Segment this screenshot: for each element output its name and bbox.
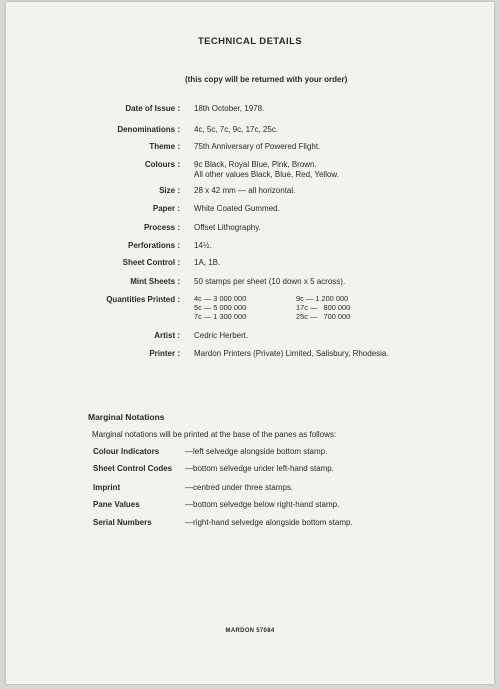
label-theme: Theme : — [149, 142, 180, 151]
label-size: Size : — [159, 186, 180, 195]
marginal-label-imprint: Imprint — [93, 483, 121, 492]
label-paper: Paper : — [152, 204, 180, 213]
label-sheet-control: Sheet Control : — [122, 258, 180, 267]
quantity-25c: 25c — 700 000 — [296, 312, 351, 321]
value-printer: Mardon Printers (Private) Limited, Salisbury, Rhodesia. — [194, 349, 389, 358]
return-note: (this copy will be returned with your order) — [185, 75, 348, 84]
value-artist: Cedric Herbert. — [194, 331, 249, 340]
value-denominations: 4c, 5c, 7c, 9c, 17c, 25c. — [194, 125, 279, 134]
value-colours-line-2: All other values Black, Blue, Red, Yellow. — [194, 170, 339, 179]
document-title: TECHNICAL DETAILS — [197, 36, 303, 47]
label-date-of-issue: Date of Issue : — [125, 104, 180, 113]
quantity-5c: 5c — 5 000 000 — [194, 303, 247, 312]
marginal-value-serial-numbers: —right-hand selvedge alongside bottom stamp. — [185, 518, 353, 527]
marginal-value-imprint: —centred under three stamps. — [185, 483, 294, 492]
label-artist: Artist : — [154, 331, 180, 340]
marginal-label-serial-numbers: Serial Numbers — [93, 518, 152, 527]
quantity-4c: 4c — 3 000 000 — [194, 294, 247, 303]
marginal-notations-heading: Marginal Notations — [88, 412, 165, 422]
marginal-value-sheet-control-codes: —bottom selvedge under left-hand stamp. — [185, 464, 334, 473]
label-printer: Printer : — [149, 349, 180, 358]
printer-imprint-code: MARDON 57084 — [225, 628, 275, 634]
label-perforations: Perforations : — [127, 241, 180, 250]
marginal-label-colour-indicators: Colour Indicators — [93, 447, 160, 456]
value-sheet-control: 1A, 1B. — [194, 258, 221, 267]
label-mint-sheets: Mint Sheets : — [130, 277, 180, 286]
label-denominations: Denominations : — [117, 125, 180, 134]
marginal-label-sheet-control-codes: Sheet Control Codes — [93, 464, 173, 473]
value-perforations: 14½. — [194, 241, 212, 250]
value-theme: 75th Anniversary of Powered Flight. — [194, 142, 321, 151]
marginal-label-pane-values: Pane Values — [93, 500, 140, 509]
value-date-of-issue: 18th October, 1978. — [194, 104, 265, 113]
value-mint-sheets: 50 stamps per sheet (10 down x 5 across). — [194, 277, 346, 286]
value-size: 28 x 42 mm — all horizontal. — [194, 186, 296, 195]
marginal-value-colour-indicators: —left selvedge alongside bottom stamp. — [185, 447, 328, 456]
value-paper: White Coated Gummed. — [194, 204, 280, 213]
marginal-value-pane-values: —bottom selvedge below right-hand stamp. — [185, 500, 340, 509]
value-colours-line-1: 9c Black, Royal Blue, Pink, Brown. — [194, 160, 317, 169]
label-quantities-printed: Quantities Printed : — [106, 295, 180, 304]
marginal-notations-intro: Marginal notations will be printed at the base of the panes as follows: — [92, 430, 337, 439]
quantity-17c: 17c — 800 000 — [296, 303, 351, 312]
value-process: Offset Lithography. — [194, 223, 261, 232]
label-process: Process : — [143, 223, 180, 232]
quantity-9c: 9c — 1 200 000 — [296, 294, 349, 303]
label-colours: Colours : — [144, 160, 180, 169]
quantity-7c: 7c — 1 300 000 — [194, 312, 247, 321]
